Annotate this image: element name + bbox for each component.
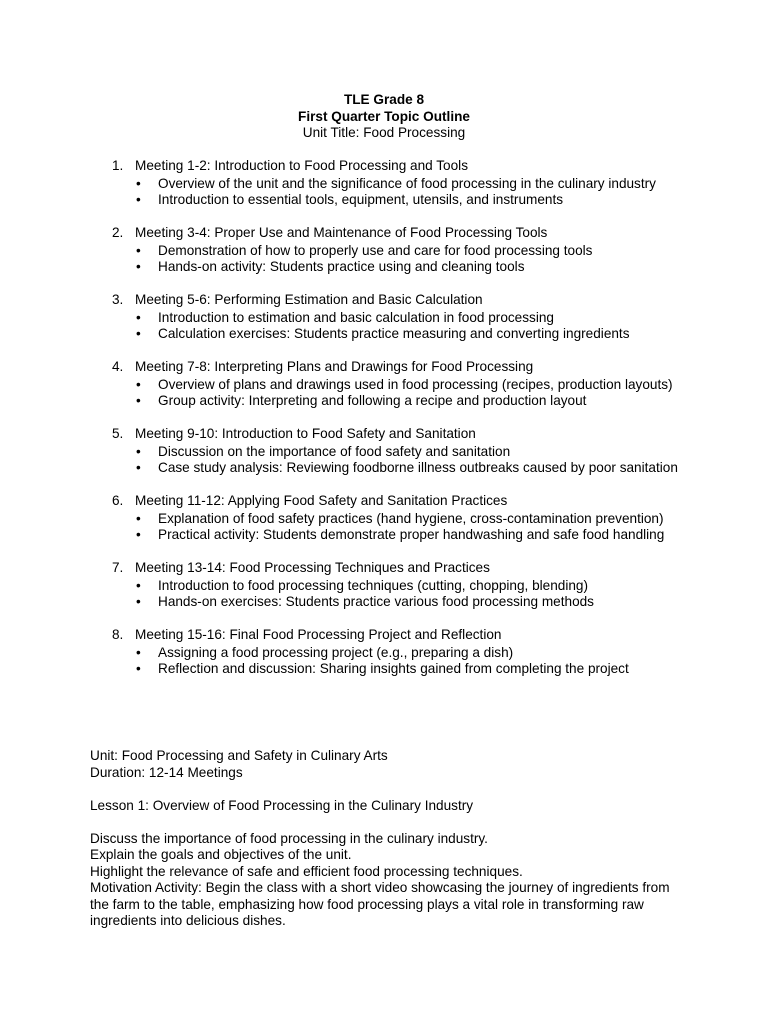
bullet-list — [0, 377, 768, 410]
bullet-list — [0, 310, 768, 343]
bullet-list — [0, 645, 768, 678]
bullet-item: • Explanation of food safety practices (hand hygiene, cross-contamination prevention) — [136, 510, 664, 526]
motivation-activity: Motivation Activity: Begin the class with a short video showcasing the journey of ingredients from the farm to the table, emphasizing how food processing plays a vital role in transforming raw ingredients into delicious dishes. — [90, 880, 670, 928]
meeting-number: 3. — [112, 292, 124, 307]
bullet-icon: • — [136, 460, 141, 475]
bullet-icon: • — [136, 661, 141, 676]
unit-section — [90, 748, 690, 930]
bullet-item: • Introduction to estimation and basic calculation in food processing — [136, 309, 554, 325]
meeting-title: Meeting 5-6: Performing Estimation and Basic Calculation — [135, 292, 483, 307]
unit-name: Unit: Food Processing and Safety in Culinary Arts — [90, 748, 388, 763]
bullet-item: • Demonstration of how to properly use and care for food processing tools — [136, 242, 593, 258]
meeting-item — [0, 292, 768, 343]
bullet-icon: • — [136, 309, 141, 325]
meeting-title: Meeting 9-10: Introduction to Food Safety and Sanitation — [135, 426, 476, 441]
lesson-title: Lesson 1: Overview of Food Processing in the Culinary Industry — [90, 797, 474, 813]
unit-duration: Duration: 12-14 Meetings — [90, 764, 243, 780]
outline-title: First Quarter Topic Outline — [298, 108, 470, 124]
meeting-title: Meeting 1-2: Introduction to Food Processing and Tools — [135, 158, 468, 173]
bullet-item: • Practical activity: Students demonstrate proper handwashing and safe food handling — [136, 527, 665, 542]
bullet-list — [0, 176, 768, 209]
bullet-icon: • — [136, 644, 141, 660]
meeting-item — [0, 493, 768, 544]
bullet-icon: • — [136, 443, 141, 459]
bullet-item: • Reflection and discussion: Sharing insights gained from completing the project — [136, 661, 629, 676]
bullet-icon: • — [136, 527, 141, 542]
meeting-number: 1. — [112, 158, 124, 173]
bullet-item: • Group activity: Interpreting and following a recipe and production layout — [136, 393, 587, 408]
bullet-item: • Case study analysis: Reviewing foodborne illness outbreaks caused by poor sanitation — [136, 460, 678, 475]
meeting-title: Meeting 7-8: Interpreting Plans and Drawings for Food Processing — [135, 359, 534, 374]
meeting-item — [0, 359, 768, 410]
bullet-icon: • — [136, 510, 141, 526]
bullet-list — [0, 511, 768, 544]
bullet-icon: • — [136, 376, 141, 392]
meeting-title: Meeting 15-16: Final Food Processing Project and Reflection — [135, 627, 502, 642]
meeting-title: Meeting 3-4: Proper Use and Maintenance of Food Processing Tools — [135, 225, 548, 240]
meeting-item — [0, 560, 768, 611]
bullet-icon: • — [136, 259, 141, 274]
bullet-item: • Introduction to essential tools, equipment, utensils, and instruments — [136, 192, 564, 207]
meeting-title: Meeting 11-12: Applying Food Safety and Sanitation Practices — [135, 493, 508, 508]
meeting-item — [0, 158, 768, 209]
meeting-number: 7. — [112, 560, 124, 575]
bullet-icon: • — [136, 577, 141, 593]
bullet-icon: • — [136, 393, 141, 408]
meeting-number: 6. — [112, 493, 124, 508]
meeting-number: 8. — [112, 627, 124, 642]
unit-title: Unit Title: Food Processing — [302, 125, 466, 140]
lesson-line: Highlight the relevance of safe and efficient food processing techniques. — [90, 863, 523, 879]
bullet-item: • Overview of plans and drawings used in food processing (recipes, production layouts) — [136, 376, 673, 392]
bullet-icon: • — [136, 242, 141, 258]
bullet-list — [0, 578, 768, 611]
bullet-item: • Introduction to food processing techniques (cutting, chopping, blending) — [136, 577, 588, 593]
bullet-item: • Calculation exercises: Students practice measuring and converting ingredients — [136, 326, 630, 341]
grade-heading: TLE Grade 8 — [343, 92, 425, 107]
bullet-item: • Hands-on activity: Students practice using and cleaning tools — [136, 259, 525, 274]
lesson-line: Discuss the importance of food processing in the culinary industry. — [90, 830, 488, 846]
meeting-number: 5. — [112, 426, 124, 441]
bullet-item: • Hands-on exercises: Students practice various food processing methods — [136, 594, 594, 609]
bullet-item: • Assigning a food processing project (e.g., preparing a dish) — [136, 644, 514, 660]
document-header — [0, 92, 768, 142]
topic-outline — [0, 158, 768, 694]
bullet-item: • Overview of the unit and the significance of food processing in the culinary industry — [136, 175, 656, 191]
bullet-list — [0, 243, 768, 276]
bullet-icon: • — [136, 326, 141, 341]
meeting-number: 2. — [112, 225, 124, 240]
meeting-item — [0, 426, 768, 477]
bullet-list — [0, 444, 768, 477]
bullet-item: • Discussion on the importance of food safety and sanitation — [136, 443, 511, 459]
meeting-number: 4. — [112, 359, 124, 374]
lesson-line: Explain the goals and objectives of the unit. — [90, 847, 352, 862]
meeting-item — [0, 627, 768, 678]
bullet-icon: • — [136, 594, 141, 609]
meeting-item — [0, 225, 768, 276]
meeting-title: Meeting 13-14: Food Processing Techniques and Practices — [135, 560, 490, 575]
bullet-icon: • — [136, 192, 141, 207]
bullet-icon: • — [136, 175, 141, 191]
